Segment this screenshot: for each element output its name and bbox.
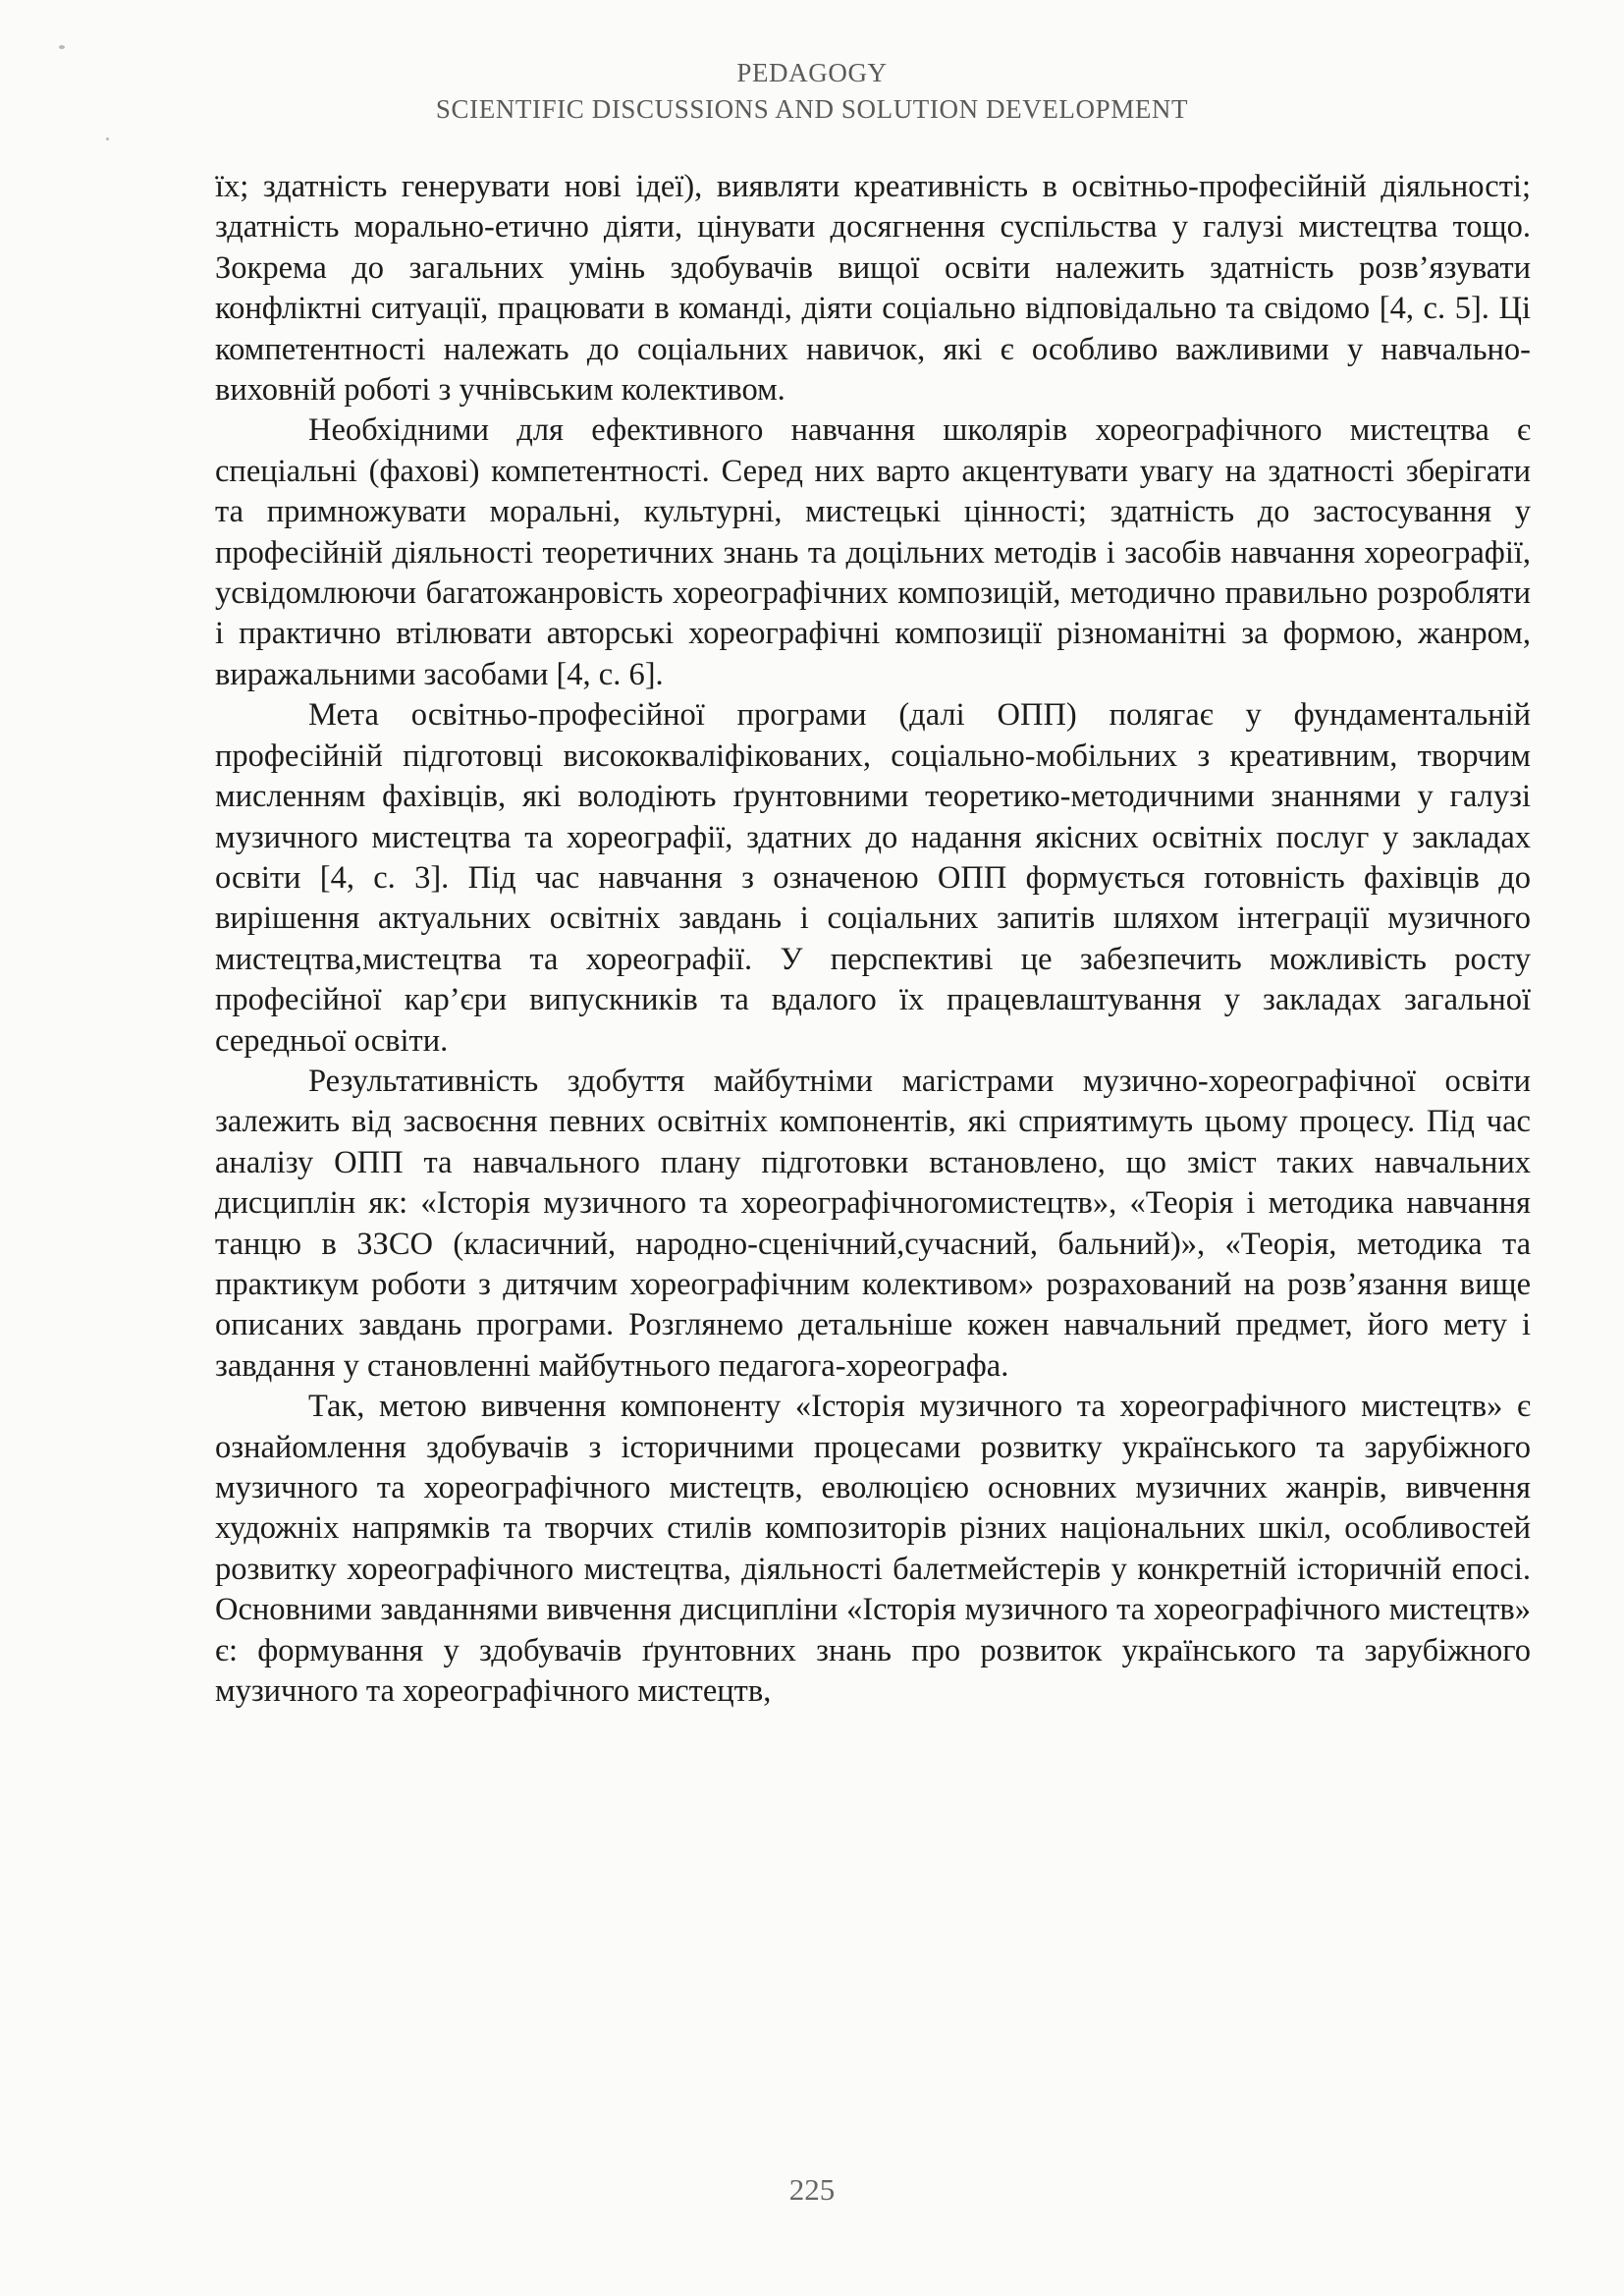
scan-speck [59,45,65,49]
header-section: SCIENTIFIC DISCUSSIONS AND SOLUTION DEVELOPMENT [435,94,1189,124]
article-body [215,167,1531,1712]
page-number: 225 [788,2172,836,2207]
paragraph: Результативність здобуття майбутніми магістрами музично-хореографічної освіти залежить від засвоєння певних освітніх компонентів, які сприятимуть цьому процесу. Під час аналізу ОПП та навчального плану підготовки встановлено, що зміст таких навчальних дисциплін як: «Історія музичного та хореографічногомистецтв», «Теорія і методика навчання танцю в ЗЗСО (класичний, народно-сценічний,сучасний, бальний)», «Теорія, методика та практикум роботи з дитячим хореографічним колективом» розрахований на розв’язання вище описаних завдань програми. Розглянемо детальніше кожен навчальний предмет, його мету і завдання у становленні майбутнього педагога-хореографа. [215,1063,1531,1384]
paragraph: Так, метою вивчення компоненту «Історія музичного та хореографічного мистецтв» є ознайомлення здобувачів з історичними процесами розвитку українського та зарубіжного музичного та хореографічного мистецтв, еволюцією основних музичних жанрів, вивчення художніх напрямків та творчих стилів композиторів різних національних шкіл, особливостей розвитку хореографічного мистецтва, діяльності балетмейстерів у конкретній історичній епосі. Основними завданнями вивчення дисципліни «Історія музичного та хореографічного мистецтв» є: формування у здобувачів ґрунтовних знань про розвиток українського та зарубіжного музичного та хореографічного мистецтв, [215,1389,1531,1710]
scan-speck [106,137,109,140]
paragraph: Необхідними для ефективного навчання школярів хореографічного мистецтва є спеціальні (фахові) компетентності. Серед них варто акцентувати увагу на здатності зберігати та примножувати моральні, культурні, мистецькі цінності; здатність до застосування у професійній діяльності теоретичних знань та доцільних методів і засобів навчання хореографії, усвідомлюючи багатожанровість хореографічних композицій, методично правильно розробляти і практично втілювати авторські хореографічні композиції різноманітні за формою, жанром, виражальними засобами [4, с. 6]. [215,412,1531,692]
running-header [0,55,1624,128]
header-journal: PEDAGOGY [736,58,888,87]
paragraph: Мета освітньо-професійної програми (далі ОПП) полягає у фундаментальній професійній підготовці висококваліфікованих, соціально-мобільних з креативним, творчим мисленням фахівців, які володіють ґрунтовними теоретико-методичними знаннями у галузі музичного мистецтва та хореографії, здатних до надання якісних освітніх послуг у закладах освіти [4, с. 3]. Під час навчання з означеною ОПП формується готовність фахівців до вирішення актуальних освітніх завдань і соціальних запитів шляхом інтеграції музичного мистецтва,мистецтва та хореографії. У перспективі це забезпечить можливість росту професійної кар’єри випускників та вдалого їх працевлаштування у закладах загальної середньої освіти. [215,697,1531,1059]
paragraph-continuation: їх; здатність генерувати нові ідеї), виявляти креативність в освітньо-професійній діяльності; здатність морально-етично діяти, цінувати досягнення суспільства у галузі мистецтва тощо. Зокрема до загальних умінь здобувачів вищої освіти належить здатність розв’язувати конфліктні ситуації, працювати в команді, діяти соціально відповідально та свідомо [4, с. 5]. Ці компетентності належать до соціальних навичок, які є особливо важливими у навчально-виховній роботі з учнівським колективом. [215,169,1531,409]
